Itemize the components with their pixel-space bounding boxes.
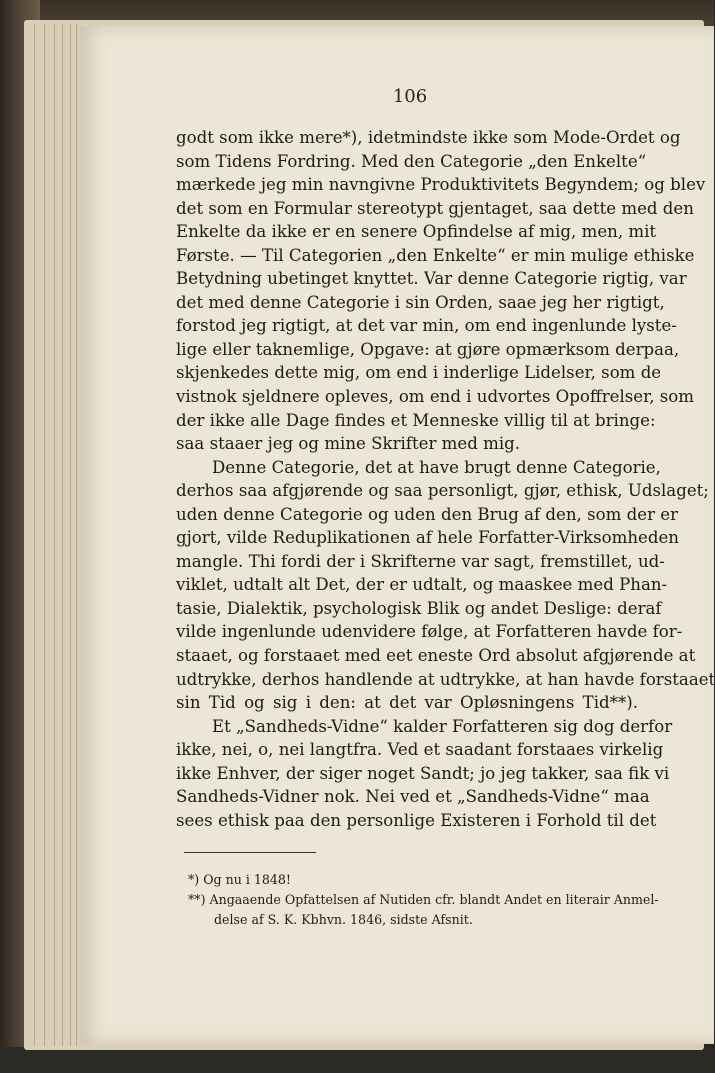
footnotes (188, 870, 659, 930)
text-line: mærkede jeg min navngivne Produktivitets Begyndem; og blev (176, 175, 706, 195)
page-edge (44, 24, 45, 1046)
text-line: Denne Categorie, det at have brugt denne Categorie, (212, 457, 661, 477)
text-line: godt som ikke mere*), idetmindste ikke som Mode-Ordet og (176, 128, 681, 147)
text-line: forstod jeg rigtigt, at det var min, om end ingenlunde lyste- (176, 316, 677, 336)
footnote-divider (184, 852, 316, 853)
text-line: Første. — Til Categorien „den Enkelte“ er min mulige ethiske (176, 245, 695, 265)
text-line: uden denne Categorie og uden den Brug af den, som der er (176, 504, 679, 524)
book-cover-bottom (0, 1047, 714, 1073)
footnote: delse af S. K. Kbhvn. 1846, sidste Afsnit. (214, 912, 473, 927)
text-line: derhos saa afgjørende og saa personligt, gjør, ethisk, Udslaget; (176, 481, 709, 501)
text-line: sees ethisk paa den personlige Existeren i Forhold til det (176, 810, 657, 830)
text-line: Betydning ubetinget knyttet. Var denne Categorie rigtig, var (176, 269, 687, 289)
text-line: skjenkedes dette mig, om end i inderlige Lidelser, som de (176, 363, 662, 383)
text-line: sin Tid og sig i den: at det var Opløsningens Tid**). (176, 693, 638, 713)
page-number: 106 (392, 86, 428, 107)
text-line: der ikke alle Dage findes et Menneske villig til at bringe: (176, 410, 656, 430)
text-line: udtrykke, derhos handlende at udtrykke, at han havde forstaaet (176, 669, 715, 689)
text-line: ikke, nei, o, nei langtfra. Ved et saadant forstaaes virkelig (176, 740, 664, 760)
text-line: ikke Enhver, der siger noget Sandt; jo jeg takker, saa fik vi (176, 763, 670, 783)
page-edge (70, 24, 71, 1046)
text-line: vilde ingenlunde udenvidere følge, at Forfatteren havde for- (176, 622, 683, 642)
text-line: staaet, og forstaaet med eet eneste Ord absolut afgjørende at (176, 646, 696, 666)
page-edge (34, 24, 35, 1046)
text-line: lige eller taknemlige, Opgave: at gjøre opmærksom derpaa, (176, 339, 680, 359)
text-line: Sandheds-Vidner nok. Nei ved et „Sandheds-Vidne“ maa (176, 787, 650, 807)
page-edge (54, 24, 55, 1046)
text-line: det med denne Categorie i sin Orden, saae jeg her rigtigt, (176, 292, 665, 312)
text-line: som Tidens Fordring. Med den Categorie „den Enkelte“ (176, 151, 647, 171)
text-line: mangle. Thi fordi der i Skrifterne var sagt, fremstillet, ud- (176, 551, 665, 571)
page-edge (62, 24, 63, 1046)
page-edge (76, 24, 77, 1046)
text-line: Et „Sandheds-Vidne“ kalder Forfatteren sig dog derfor (212, 716, 673, 736)
text-line: saa staaer jeg og mine Skrifter med mig. (176, 434, 521, 454)
footnote: **) Angaaende Opfattelsen af Nutiden cfr. blandt Andet en literair Anmel- (188, 892, 659, 907)
text-line: vistnok sjeldnere opleves, om end i udvortes Opoffrelser, som (176, 387, 694, 407)
text-line: gjort, vilde Reduplikationen af hele Forfatter-Virksomheden (176, 528, 679, 548)
body-text (176, 126, 715, 832)
text-line: viklet, udtalt alt Det, der er udtalt, og maaskee med Phan- (176, 575, 668, 595)
text-line: tasie, Dialektik, psychologisk Blik og andet Deslige: deraf (176, 598, 662, 618)
footnote: *) Og nu i 1848! (188, 872, 291, 887)
text-line: det som en Formular stereotypt gjentaget, saa dette med den (176, 198, 694, 218)
text-line: Enkelte da ikke er en senere Opfindelse af mig, men, mit (176, 222, 657, 242)
